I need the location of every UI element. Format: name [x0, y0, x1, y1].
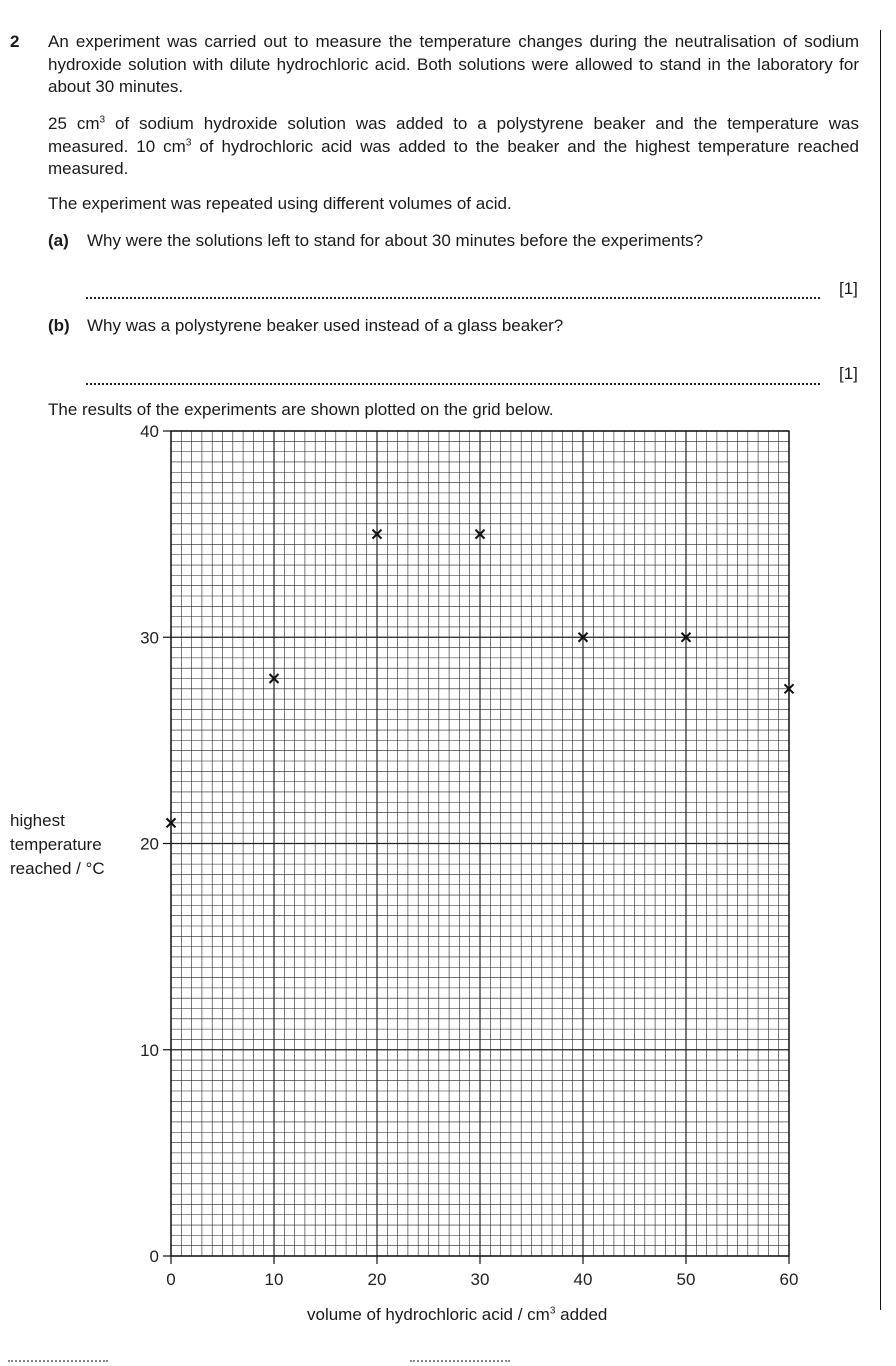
part-a-label: (a) — [48, 231, 69, 250]
x-axis-label-main: volume of hydrochloric acid / cm — [307, 1305, 550, 1324]
question-number: 2 — [10, 32, 20, 51]
method-superscript-1: 3 — [99, 114, 106, 126]
y-axis-label-line-2: temperature — [10, 835, 102, 854]
method-text-3: of hydrochloric acid was added to the beaker and the highest temperature reached measured. — [48, 136, 859, 178]
x-tick-label: 40 — [573, 1270, 593, 1289]
method-text-2: of sodium hydroxide solution was added to a polystyrene beaker and the temperature was measured. 10 cm — [48, 114, 859, 156]
question-intro: An experiment was carried out to measure the temperature changes during the neutralisation of sodium hydroxide solution with dilute hydrochloric acid. Both solutions were allowed to stand in the laboratory for about 30 minutes. — [48, 32, 859, 96]
x-axis-label-tail: added — [555, 1305, 608, 1324]
y-axis-label-line-1: highest — [10, 811, 65, 830]
y-axis-label — [10, 809, 105, 881]
footer-code-left — [8, 1360, 108, 1365]
y-tick-label: 0 — [149, 1247, 159, 1266]
part-a-text: Why were the solutions left to stand for about 30 minutes before the experiments? — [87, 231, 704, 250]
results-intro: The results of the experiments are shown plotted on the grid below. — [48, 400, 554, 419]
part-b-text: Why was a polystyrene beaker used instead of a glass beaker? — [87, 316, 564, 335]
footer-code-center — [410, 1360, 510, 1365]
x-tick-label: 20 — [367, 1270, 387, 1289]
part-a-mark: [1] — [839, 279, 858, 298]
y-axis-label-line-3: reached / °C — [10, 859, 105, 878]
chart-ticks — [140, 422, 798, 1289]
x-tick-label: 60 — [779, 1270, 799, 1289]
question-repeat: The experiment was repeated using different volumes of acid. — [48, 194, 512, 213]
y-tick-label: 20 — [140, 834, 159, 854]
x-tick-label: 10 — [264, 1270, 284, 1289]
x-tick-label: 50 — [676, 1270, 696, 1289]
x-tick-label: 30 — [470, 1270, 490, 1289]
x-axis-label — [307, 1305, 607, 1325]
part-b-label: (b) — [48, 316, 70, 335]
y-tick-label: 40 — [140, 422, 159, 441]
x-tick-label: 0 — [166, 1270, 176, 1289]
method-superscript-2: 3 — [185, 136, 192, 148]
y-tick-label: 30 — [140, 628, 159, 648]
x-axis-label-sup: 3 — [549, 1305, 556, 1317]
y-tick-label: 10 — [140, 1040, 159, 1060]
method-text-1: 25 cm — [48, 114, 100, 133]
part-b-mark: [1] — [839, 364, 858, 383]
